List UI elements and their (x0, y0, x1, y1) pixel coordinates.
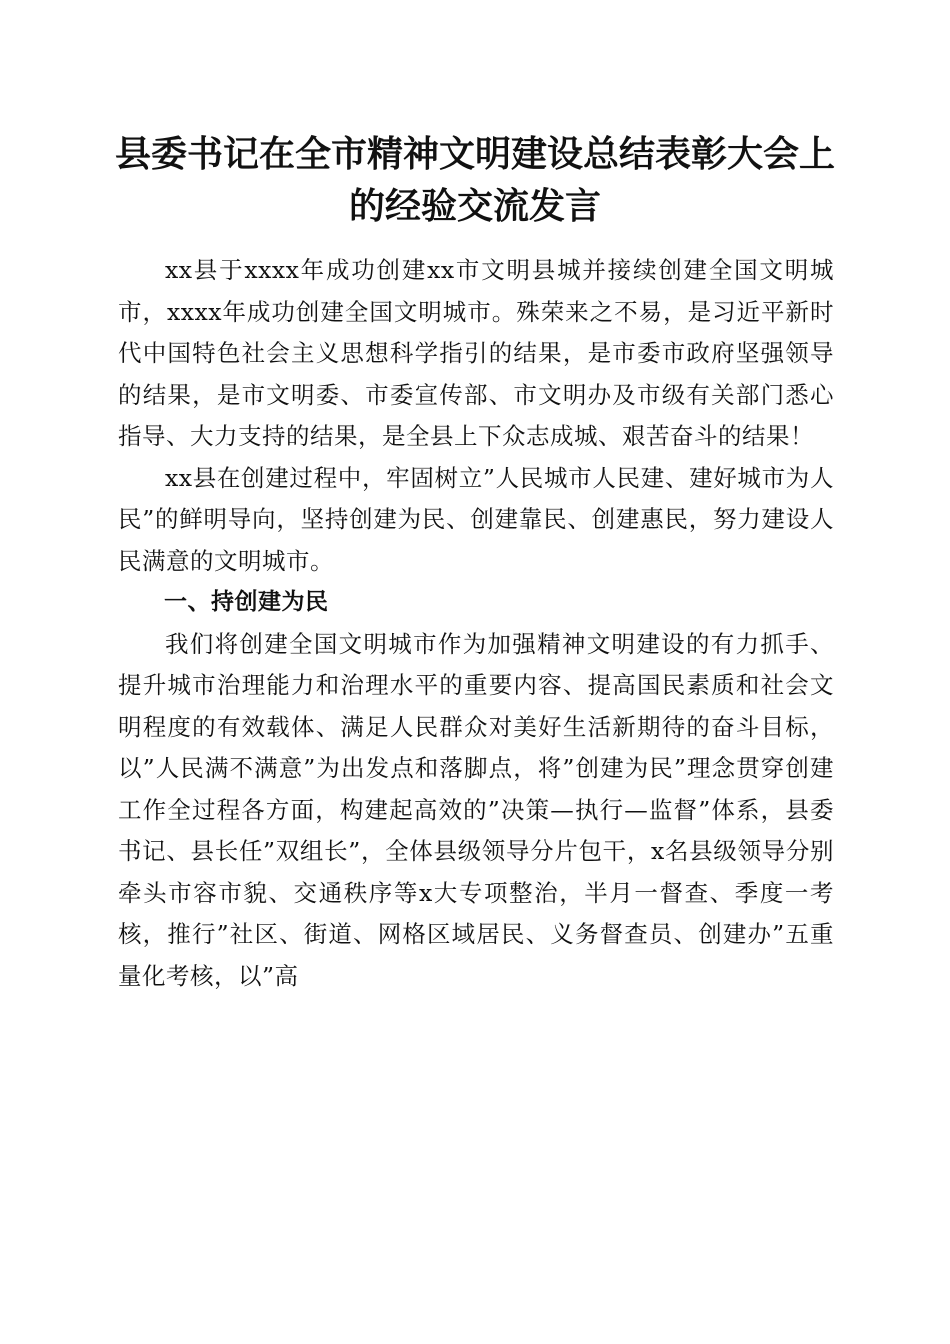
document-title (100, 128, 850, 232)
section-heading-1: 一、持创建为民 (164, 589, 329, 615)
title-line-1: 县委书记在全市精神文明建设总结表彰大会上 (114, 133, 835, 175)
title-line-2: 的经验交流发言 (348, 185, 601, 227)
paragraph-orientation: xx县在创建过程中，牢固树立”人民城市人民建、建好城市为人民”的鲜明导向，坚持创建为民、创建靠民、创建惠民，努力建设人民满意的文明城市。 (118, 463, 834, 575)
document-body (118, 250, 834, 997)
paragraph-section-1: 我们将创建全国文明城市作为加强精神文明建设的有力抓手、提升城市治理能力和治理水平的重要内容、提高国民素质和社会文明程度的有效载体、满足人民群众对美好生活新期待的奋斗目标，以”人民满不满意”为出发点和落脚点，将”创建为民”理念贯穿创建工作全过程各方面，构建起高效的”决策—执行—监督”体系，县委书记、县长任”双组长”，全体县级领导分片包干，x名县级领导分别牵头市容市貌、交通秩序等x大专项整治，半月一督查、季度一考核，推行”社区、街道、网格区域居民、义务督查员、创建办”五重量化考核，以”高 (118, 629, 834, 990)
paragraph-intro: xx县于xxxx年成功创建xx市文明县城并接续创建全国文明城市，xxxx年成功创建全国文明城市。殊荣来之不易，是习近平新时代中国特色社会主义思想科学指引的结果，是市委市政府坚强领导的结果，是市文明委、市委宣传部、市文明办及市级有关部门悉心指导、大力支持的结果，是全县上下众志成城、艰苦奋斗的结果！ (118, 256, 834, 450)
